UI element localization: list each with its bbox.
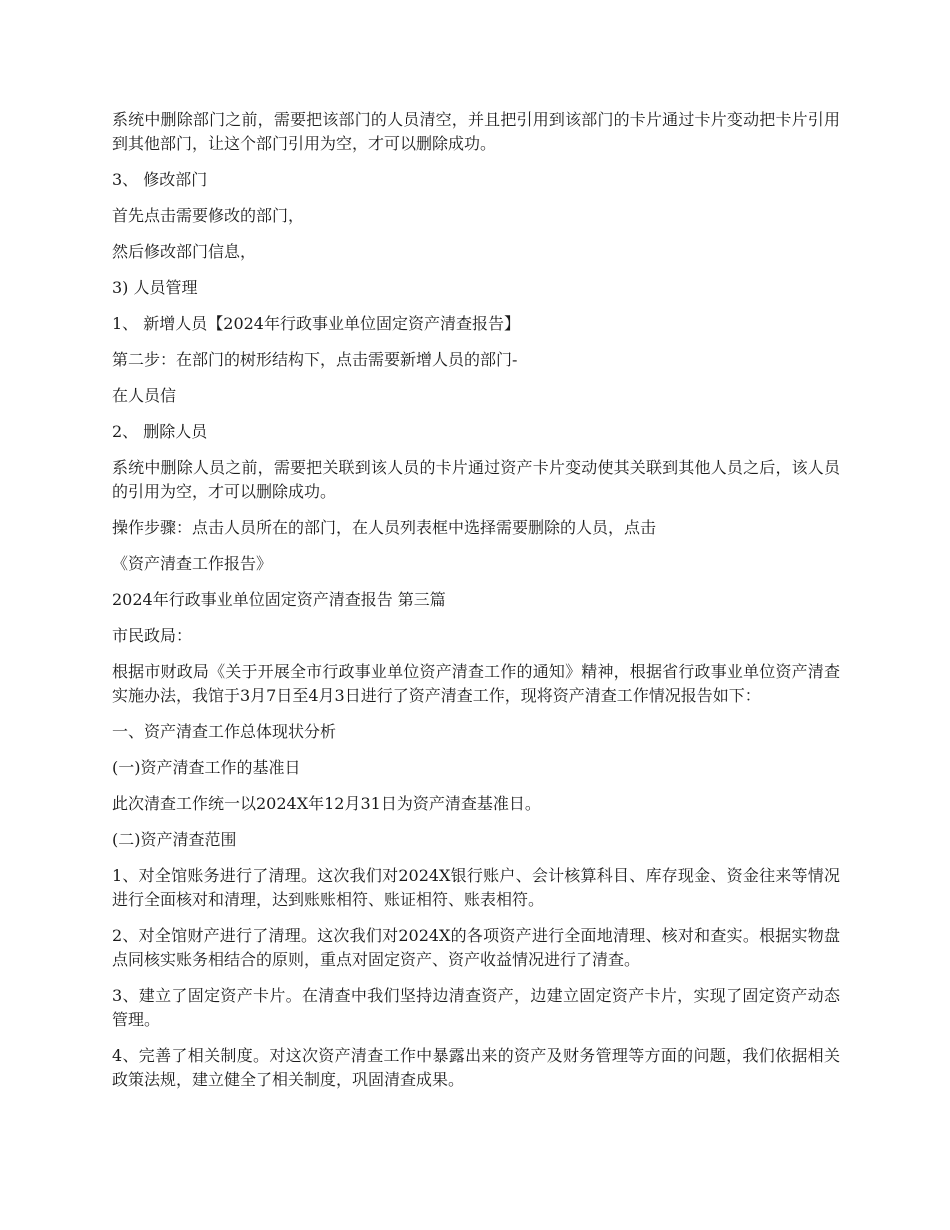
paragraph: 在人员信 <box>112 386 177 405</box>
paragraph: 此次清查工作统一以2024X年12月31日为资产清查基准日。 <box>112 794 541 813</box>
paragraph: 2024年行政事业单位固定资产清查报告 第三篇 <box>112 590 446 609</box>
paragraph: 1、 新增人员【2024年行政事业单位固定资产清查报告】 <box>112 314 520 333</box>
paragraph: (一)资产清查工作的基准日 <box>112 758 301 777</box>
paragraph: 2、 删除人员 <box>112 422 208 441</box>
paragraph: 2、对全馆财产进行了清理。这次我们对2024X的各项资产进行全面地清理、核对和查实。根据实物盘点同核实账务相结合的原则，重点对固定资产、资产收益情况进行了清查。 <box>112 926 840 969</box>
paragraph: 操作步骤：点击人员所在的部门，在人员列表框中选择需要删除的人员，点击 <box>112 518 657 537</box>
paragraph: (二)资产清查范围 <box>112 830 237 849</box>
document-page <box>112 108 840 1104</box>
paragraph: 市民政局： <box>112 626 193 645</box>
paragraph: 系统中删除人员之前，需要把关联到该人员的卡片通过资产卡片变动使其关联到其他人员之后，该人员的引用为空，才可以删除成功。 <box>112 458 840 501</box>
paragraph: 第二步：在部门的树形结构下，点击需要新增人员的部门- <box>112 350 518 369</box>
paragraph: 然后修改部门信息， <box>112 242 257 261</box>
paragraph: 1、对全馆账务进行了清理。这次我们对2024X银行账户、会计核算科目、库存现金、资金往来等情况进行全面核对和清理，达到账账相符、账证相符、账表相符。 <box>112 866 840 909</box>
paragraph: 3、建立了固定资产卡片。在清查中我们坚持边清查资产，边建立固定资产卡片，实现了固定资产动态管理。 <box>112 986 840 1029</box>
paragraph: 一、资产清查工作总体现状分析 <box>112 722 337 741</box>
paragraph: 根据市财政局《关于开展全市行政事业单位资产清查工作的通知》精神，根据省行政事业单位资产清查实施办法，我馆于3月7日至4月3日进行了资产清查工作，现将资产清查工作情况报告如下： <box>112 662 840 705</box>
paragraph: 4、完善了相关制度。对这次资产清查工作中暴露出来的资产及财务管理等方面的问题，我们依据相关政策法规，建立健全了相关制度，巩固清查成果。 <box>112 1046 840 1089</box>
paragraph: 3、 修改部门 <box>112 170 208 189</box>
paragraph: 3) 人员管理 <box>112 278 198 297</box>
paragraph: 系统中删除部门之前，需要把该部门的人员清空，并且把引用到该部门的卡片通过卡片变动把卡片引用到其他部门，让这个部门引用为空，才可以删除成功。 <box>112 110 840 153</box>
paragraph: 首先点击需要修改的部门， <box>112 206 305 225</box>
paragraph: 《资产清查工作报告》 <box>112 554 273 573</box>
